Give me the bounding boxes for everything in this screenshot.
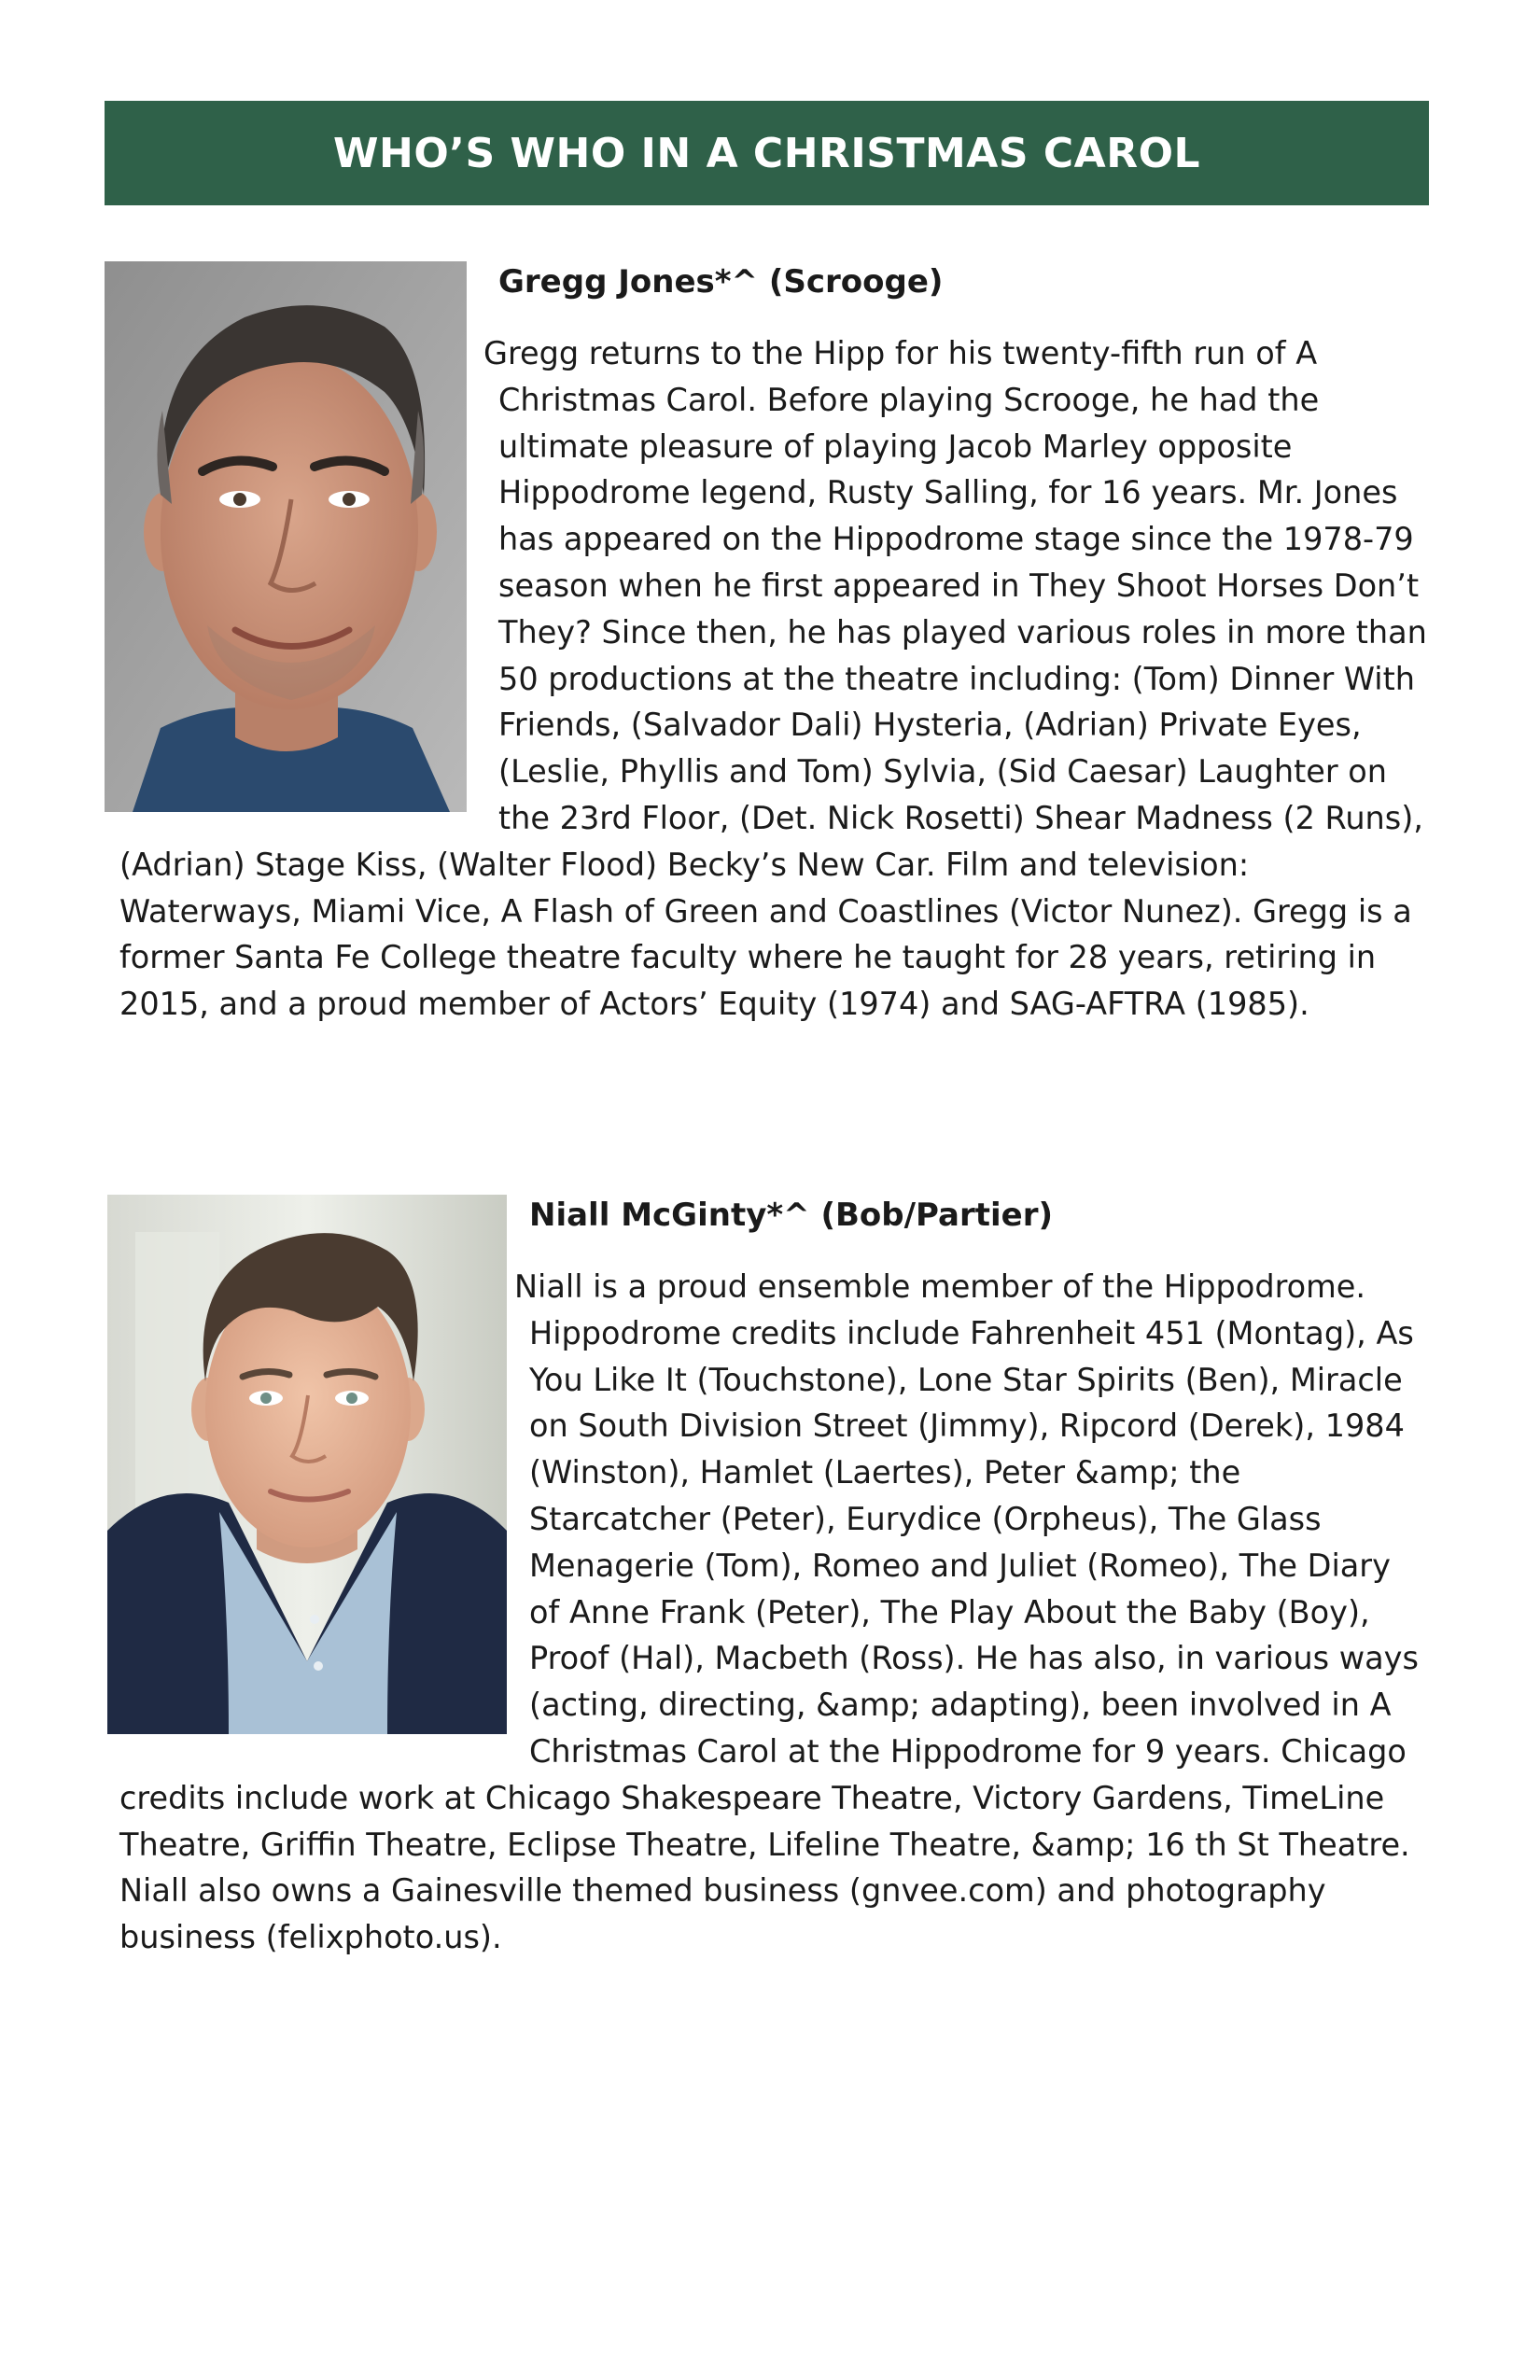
- section-header-bar: [105, 101, 1429, 205]
- headshot-photo-gregg-jones: [105, 261, 467, 812]
- bio-entry: [105, 1195, 1430, 1961]
- bio-name: Niall McGinty*^ (Bob/Partier): [529, 1197, 1054, 1234]
- bio-text: Niall is a proud ensemble member of the Hippodrome. Hippodrome credits include Fahrenheit 451 (Montag), As You Like It (Touchstone), Lone Star Spirits (Ben), Miracle on South Division Street (Jimmy), Ripcord (Derek), 1984 (Winston), Hamlet (Laertes), Peter &amp; the Starcatcher (Peter), Eurydice (Orpheus), The Glass Menagerie (Tom), Romeo and Juliet (Romeo), The Diary of Anne Frank (Peter), The Play About the Baby (Boy), Proof (Hal), Macbeth (Ross). He has also, in various ways (acting, directing, &amp; adapting), been involved in A Christmas Carol at the Hippodrome for 9 years. Chicago credits include work at Chicago Shakespeare Theatre, Victory Gardens, TimeLine Theatre, Griffin Theatre, Eclipse Theatre, Lifeline Theatre, &amp; 16 th St Theatre. Niall also owns a Gainesville themed business (gnvee.com) and photography business (felixphoto.us).: [119, 1268, 1419, 1956]
- page-title: WHO’S WHO IN A CHRISTMAS CAROL: [332, 129, 1201, 177]
- bio-name: Gregg Jones*^ (Scrooge): [498, 263, 944, 301]
- bio-text: Gregg returns to the Hipp for his twenty-fifth run of A Christmas Carol. Before playing Scrooge, he had the ultimate pleasure of playing Jacob Marley opposite Hippodrome legend, Rusty Salling, for 16 years. Mr. Jones has appeared on the Hippodrome stage since the 1978-79 season when he first appeared in They Shoot Horses Don’t They? Since then, he has played various roles in more than 50 productions at the theatre including: (Tom) Dinner With Friends, (Salvador Dali) Hysteria, (Adrian) Private Eyes, (Leslie, Phyllis and Tom) Sylvia, (Sid Caesar) Laughter on the 23rd Floor, (Det. Nick Rosetti) Shear Madness (2 Runs), (Adrian) Stage Kiss, (Walter Flood) Becky’s New Car. Film and television: Waterways, Miami Vice, A Flash of Green and Coastlines (Victor Nunez). Gregg is a former Santa Fe College theatre faculty where he taught for 28 years, retiring in 2015, and a proud member of Actors’ Equity (1974) and SAG-AFTRA (1985).: [119, 335, 1427, 1023]
- headshot-photo-icon: [107, 1195, 507, 1734]
- headshot-photo-icon: [105, 261, 467, 812]
- headshot-photo-niall-mcginty: [107, 1195, 507, 1734]
- bio-entry: [105, 261, 1430, 1028]
